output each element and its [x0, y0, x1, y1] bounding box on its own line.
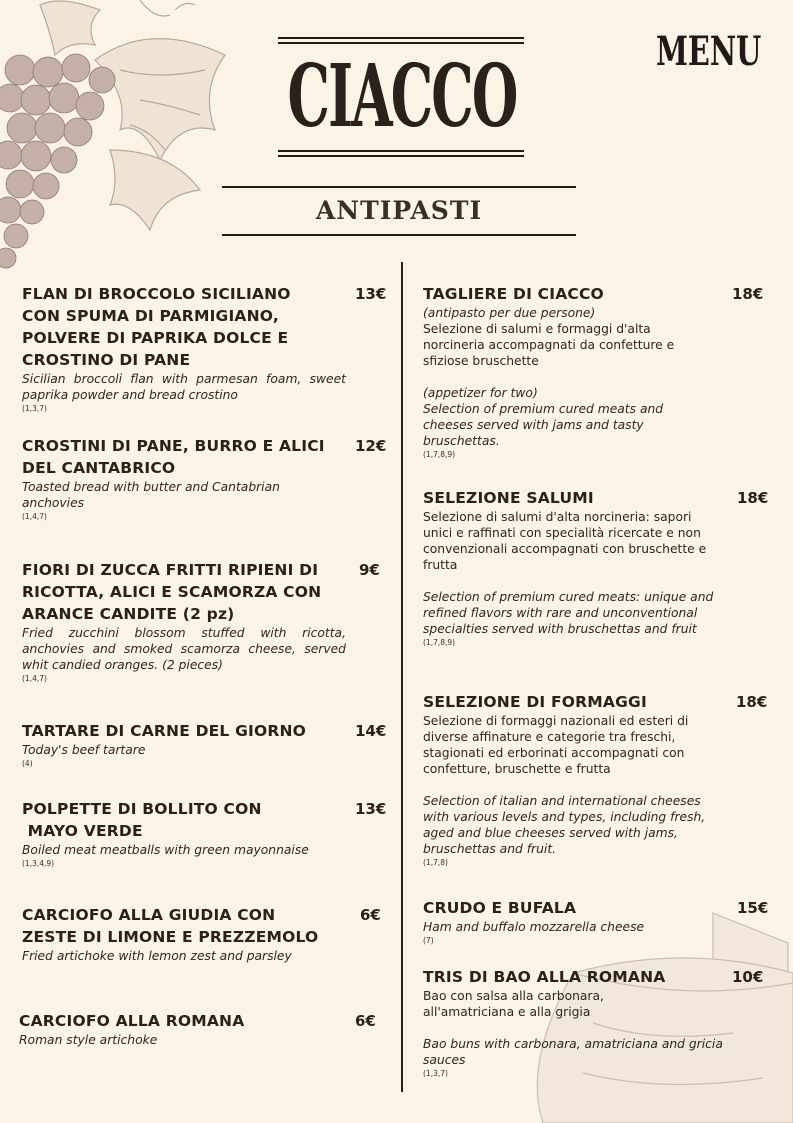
menu-item [22, 798, 346, 869]
title-line: CARCIOFO ALLA GIUDIA CON [22, 906, 276, 924]
item-description-it: Bao con salsa alla carbonara, all'amatriciana e alla grigia [423, 989, 604, 1019]
title-line: CROSTINO DI PANE [22, 351, 191, 369]
item-price: 6€ [355, 1012, 376, 1030]
grapes-illustration [0, 0, 240, 280]
brand-rule-bottom [278, 150, 524, 152]
title-line: FIORI DI ZUCCA FRITTI RIPIENI DI [22, 561, 319, 579]
item-title [22, 720, 346, 742]
brand-rule-bottom-2 [278, 155, 524, 157]
item-allergens: (1,3,4,9) [22, 859, 55, 868]
item-description-en: Boiled meat meatballs with green mayonnaise [22, 843, 309, 857]
item-description-en: Bao buns with carbonara, amatriciana and gricia sauces [423, 1037, 723, 1067]
item-title [22, 283, 346, 371]
item-price: 14€ [355, 722, 387, 740]
item-title [22, 798, 346, 842]
menu-label: MENU [656, 28, 762, 75]
item-price: 12€ [355, 437, 387, 455]
item-allergens: (1,7,8,9) [423, 638, 456, 647]
item-description-en: Sicilian broccoli flan with parmesan foam, sweet paprika powder and bread crostino [22, 372, 346, 402]
item-description-it: Selezione di formaggi nazionali ed esteri di diverse affinature e categorie tra freschi, stagionati ed erborinati accompagnati con confetture, bruschette e frutta [423, 714, 689, 776]
item-description-it: Selezione di salumi e formaggi d'alta norcineria accompagnati da confetture e sfiziose bruschette [423, 322, 675, 368]
item-allergens: (1,3,7) [22, 404, 47, 413]
item-allergens: (1,7,8) [423, 858, 448, 867]
item-title: TRIS DI BAO ALLA ROMANA [423, 968, 666, 986]
item-title: SELEZIONE DI FORMAGGI [423, 693, 647, 711]
item-price: 10€ [732, 968, 764, 986]
title-line: CON SPUMA DI PARMIGIANO, [22, 307, 279, 325]
item-description-en: Ham and buffalo mozzarella cheese [423, 920, 645, 934]
item-title: SELEZIONE SALUMI [423, 489, 594, 507]
brand-logo [278, 34, 524, 160]
menu-item [423, 487, 723, 648]
menu-item [22, 559, 346, 684]
item-subtitle: (antipasto per due persone) [423, 306, 596, 320]
title-line: POLVERE DI PAPRIKA DOLCE E [22, 329, 289, 347]
item-price: 13€ [355, 800, 387, 818]
menu-item [22, 283, 346, 414]
title-line: FLAN DI BROCCOLO SICILIANO [22, 285, 291, 303]
column-divider [401, 262, 403, 1092]
menu-item [423, 691, 715, 868]
title-line: CROSTINI DI PANE, BURRO E ALICI [22, 437, 325, 455]
item-price: 13€ [355, 285, 387, 303]
title-line: POLPETTE DI BOLLITO CON [22, 800, 262, 818]
title-line: CARCIOFO ALLA ROMANA [19, 1012, 245, 1030]
item-title [19, 1010, 343, 1032]
title-line: MAYO VERDE [22, 822, 143, 840]
item-description-en: Roman style artichoke [19, 1033, 158, 1047]
title-line: ARANCE CANDITE (2 pz) [22, 605, 235, 623]
brand-rule-top [278, 37, 524, 39]
title-line: RICOTTA, ALICI E SCAMORZA CON [22, 583, 322, 601]
section-rule-bottom [222, 234, 576, 236]
item-description-en: Fried zucchini blossom stuffed with ricotta, anchovies and smoked scamorza cheese, served whit candied oranges. (2 pieces) [22, 626, 346, 672]
item-description-en: Selection of premium cured meats: unique and refined flavors with rare and unconventional specialties served with bruschettas and fruit [423, 590, 714, 636]
item-allergens: (4) [22, 759, 33, 768]
title-line: TARTARE DI CARNE DEL GIORNO [22, 722, 307, 740]
item-title: TAGLIERE DI CIACCO [423, 285, 604, 303]
item-description-en: Selection of italian and international cheeses with various levels and types, including fresh, aged and blue cheeses served with jams, bruschettas and fruit. [423, 794, 706, 856]
brand-rule-top-2 [278, 42, 524, 44]
menu-item [22, 720, 346, 769]
section-header [222, 186, 576, 236]
item-price: 18€ [737, 489, 769, 507]
brand-name: CIACCO [287, 46, 517, 147]
menu-item [22, 435, 346, 522]
item-price: 15€ [737, 899, 769, 917]
item-description-en: Today's beef tartare [22, 743, 146, 757]
item-subtitle-en: (appetizer for two) [423, 386, 538, 400]
item-description-en: Fried artichoke with lemon zest and parsley [22, 949, 292, 963]
title-line: DEL CANTABRICO [22, 459, 176, 477]
title-line: ZESTE DI LIMONE E PREZZEMOLO [22, 928, 319, 946]
item-allergens: (7) [423, 936, 434, 945]
item-price: 18€ [736, 693, 768, 711]
item-price: 18€ [732, 285, 764, 303]
item-price: 6€ [360, 906, 381, 924]
item-price: 9€ [359, 561, 380, 579]
item-allergens: (1,7,8,9) [423, 450, 456, 459]
item-description-en: Selection of premium cured meats and cheeses served with jams and tasty bruschettas. [423, 402, 664, 448]
item-title [22, 435, 346, 479]
section-title: ANTIPASTI [315, 196, 483, 225]
menu-item [423, 897, 715, 946]
menu-item [423, 283, 708, 460]
item-description-en: Toasted bread with butter and Cantabrian anchovies [22, 480, 280, 510]
menu-item [19, 1010, 343, 1048]
item-title: CRUDO E BUFALA [423, 899, 577, 917]
item-title [22, 904, 346, 948]
item-allergens: (1,3,7) [423, 1069, 448, 1078]
menu-item [22, 904, 346, 964]
item-title [22, 559, 346, 625]
item-description-it: Selezione di salumi d'alta norcineria: sapori unici e raffinati con specialità ricercate e non convenzionali accompagnati con bruschette e frutta [423, 510, 707, 572]
menu-item [423, 966, 723, 1079]
item-allergens: (1,4,7) [22, 512, 47, 521]
item-allergens: (1,4,7) [22, 674, 47, 683]
